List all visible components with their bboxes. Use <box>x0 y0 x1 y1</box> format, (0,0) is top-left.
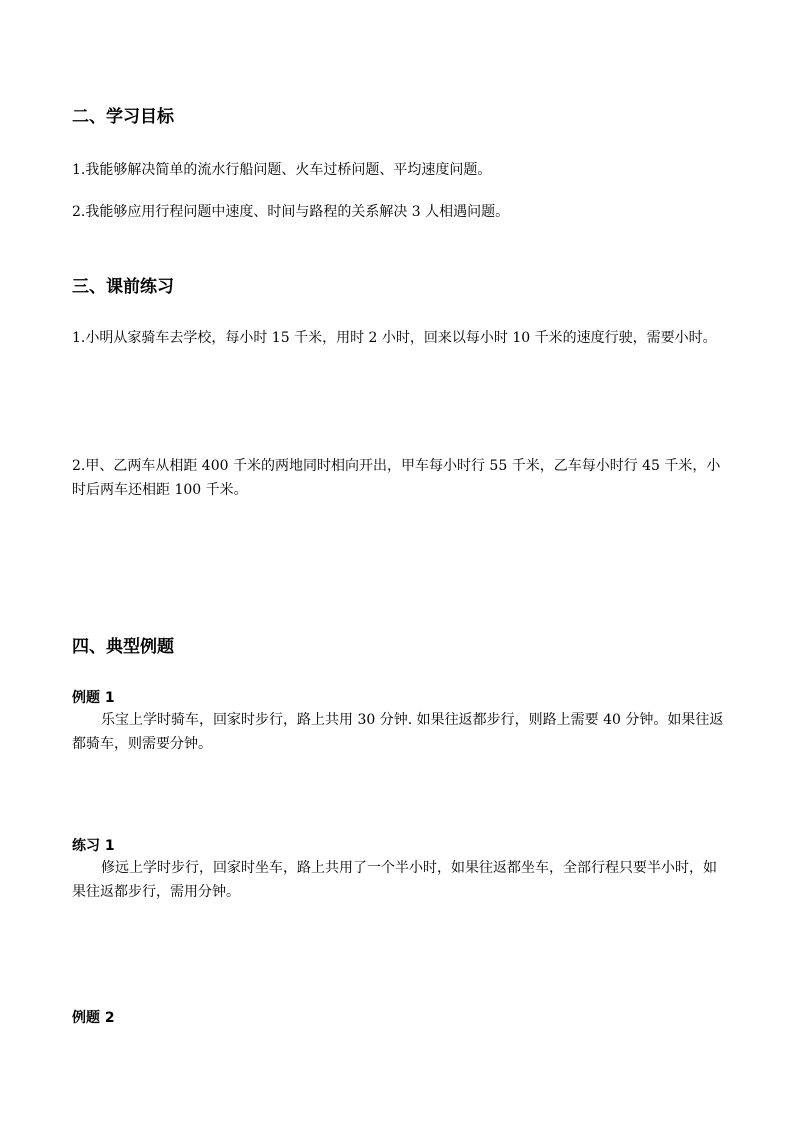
section-heading-typical-examples: 四、典型例题 <box>72 637 174 657</box>
example-1-label: 例题 1 <box>72 690 115 706</box>
practice-1-label: 练习 1 <box>72 838 115 854</box>
section-heading-preclass-practice: 三、课前练习 <box>72 277 174 297</box>
example-2-label: 例题 2 <box>72 1010 115 1026</box>
preclass-exercise-1: 1.小明从家骑车去学校，每小时 15 千米，用时 2 小时，回来以每小时 10 千米的速度行驶，需要小时。 <box>72 330 717 346</box>
preclass-exercise-2: 2.甲、乙两车从相距 400 千米的两地同时相向开出，甲车每小时行 55 千米，乙车每小时行 45 千米，小时后两车还相距 100 千米。 <box>72 458 721 498</box>
practice-1-text: 修远上学时步行，回家时坐车，路上共用了一个半小时，如果往返都坐车，全部行程只要半小时，如果往返都步行，需用分钟。 <box>72 860 717 900</box>
goal-item-2: 2.我能够应用行程问题中速度、时间与路程的关系解决 3 人相遇问题。 <box>72 204 510 220</box>
goal-item-1: 1.我能够解决简单的流水行船问题、火车过桥问题、平均速度问题。 <box>72 162 492 178</box>
section-heading-learning-goals: 二、学习目标 <box>72 107 174 127</box>
example-1-text: 乐宝上学时骑车，回家时步行，路上共用 30 分钟. 如果往返都步行，则路上需要 40 分钟。如果往返都骑车，则需要分钟。 <box>72 712 724 752</box>
